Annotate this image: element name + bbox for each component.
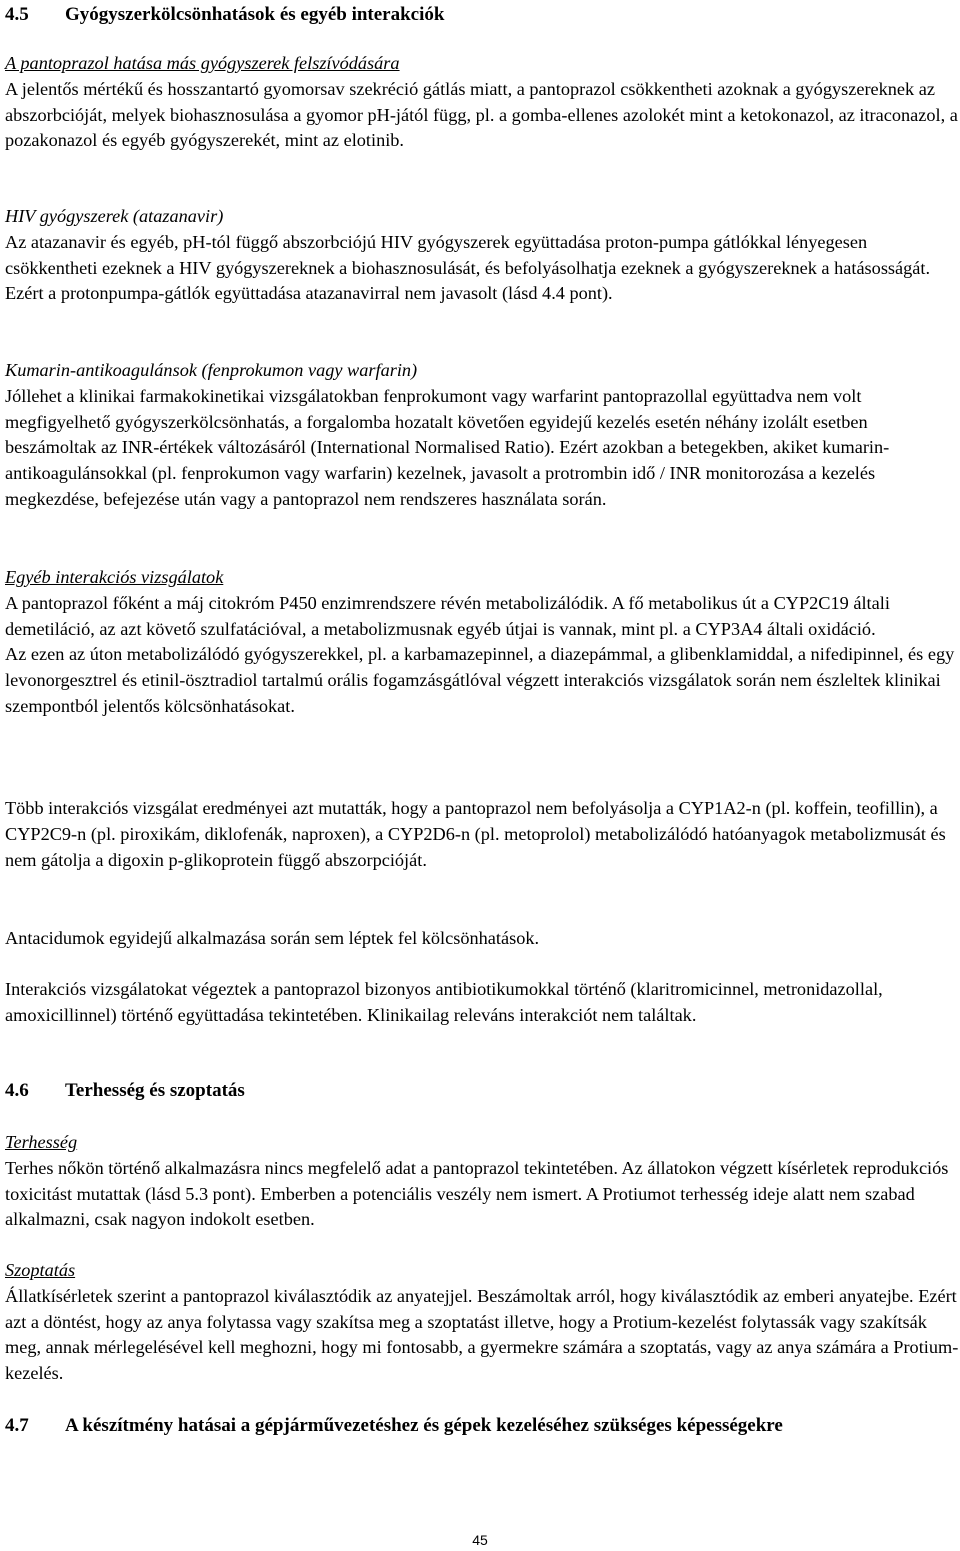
subheading-coumarin: Kumarin-antikoagulánsok (fenprokumon vagy warfarin) xyxy=(5,360,418,380)
section-title: A készítmény hatásai a gépjárművezetéshez és gépek kezeléséhez szükséges képességekre xyxy=(65,1415,783,1436)
subheading-absorption: A pantoprazol hatása más gyógyszerek felszívódására xyxy=(5,53,400,73)
block-coumarin xyxy=(5,358,960,513)
section-number: 4.6 xyxy=(5,1080,29,1101)
section-heading-4-6 xyxy=(5,1078,245,1104)
paragraph-antibiotics: Interakciós vizsgálatokat végeztek a pantoprazol bizonyos antibiotikumokkal történő (klaritromicinnel, metronidazollal, amoxicillinnel) történő együttadása tekintetében. Klinikailag releváns interakciót nem találtak. xyxy=(5,979,883,1025)
paragraph-coumarin: Jóllehet a klinikai farmakokinetikai vizsgálatokban fenprokumont vagy warfarint pantoprazollal együttadva nem volt megfigyelhető gyógyszerkölcsönhatás, a forgalomba hozatalt követően egyidejű kezelés esetén néhány izolált esetben beszámoltak az INR-értékek változásáról (International Normalised Ratio). Ezért azokban a betegekben, akiket kumarin-antikoagulánsokkal (pl. fenprokumon vagy warfarin) kezelnek, javasolt a protrombin idő / INR monitorozása a kezelés megkezdése, befejezése után vagy a pantoprazol nem rendszeres használata során. xyxy=(5,385,890,509)
subheading-pregnancy: Terhesség xyxy=(5,1132,78,1152)
subheading-hiv: HIV gyógyszerek (atazanavir) xyxy=(5,206,224,226)
block-hiv xyxy=(5,204,960,307)
section-title: Gyógyszerkölcsönhatások és egyéb interakciók xyxy=(65,4,445,25)
section-title: Terhesség és szoptatás xyxy=(65,1080,245,1101)
section-number: 4.7 xyxy=(5,1415,29,1436)
section-heading-4-5 xyxy=(5,2,444,28)
paragraph-metabolism: A pantoprazol főként a máj citokróm P450 enzimrendszere révén metabolizálódik. A fő metabolikus út a CYP2C19 általi demetiláció, az azt követő szulfatációval, a metabolizmusnak egyéb útjai is vannak, mint pl. a CYP3A4 általi oxidáció. xyxy=(5,592,890,639)
paragraph-cyp-studies: Több interakciós vizsgálat eredményei azt mutatták, hogy a pantoprazol nem befolyásolja a CYP1A2-n (pl. koffein, teofillin), a CYP2C9-n (pl. piroxikám, diklofenák, naproxen), a CYP2D6-n (pl. metoprolol) metabolizálódó hatóanyagok metabolizmusát és nem gátolja a digoxin p-glikoprotein függő abszorpcióját. xyxy=(5,798,946,870)
block-antacids xyxy=(5,926,960,952)
block-cyp-studies xyxy=(5,796,960,873)
section-heading-4-7 xyxy=(5,1413,783,1439)
paragraph-absorption: A jelentős mértékű és hosszantartó gyomorsav szekréció gátlás miatt, a pantoprazol csökkentheti azoknak a gyógyszereknek az abszorbcióját, melyek biohasznosulása a gyomor pH-jától függ, pl. a gomba-ellenes azolokét mint a ketokonazol, az itraconazol, a pozakonazol és egyéb gyógyszerekét, mint az elotinib. xyxy=(5,78,958,151)
paragraph-hiv: Az atazanavir és egyéb, pH-tól függő abszorbciójú HIV gyógyszerek együttadása proton-pumpa gátlókkal lényegesen csökkentheti ezeknek a HIV gyógyszereknek a biohasznosulását, és befolyásolhatja ezeknek a gyógyszereknek a hatásosságát. Ezért a protonpumpa-gátlók együttadása atazanavirral nem javasolt (lásd 4.4 pont). xyxy=(5,231,931,304)
paragraph-lactation: Állatkísérletek szerint a pantoprazol kiválasztódik az anyatejjel. Beszámoltak arról, hogy kiválasztódik az emberi anyatejbe. Ezért azt a döntést, hogy az anya folytassa vagy szakítsa meg a szoptatást illetve, hogy a Protium-kezelést folytassák vagy szakítsák meg, annak mérlegelésével kell meghozni, hogy mi fontosabb, a gyermekre számára a szoptatás, vagy az anya számára a Protium-kezelés. xyxy=(5,1285,959,1384)
subheading-lactation: Szoptatás xyxy=(5,1260,76,1280)
block-other-interactions xyxy=(5,565,960,720)
page-number: 45 xyxy=(472,1532,488,1548)
paragraph-pregnancy: Terhes nőkön történő alkalmazásra nincs megfelelő adat a pantoprazol tekintetében. Az állatokon végzett kísérletek reprodukciós toxicitást mutattak (lásd 5.3 pont). Emberben a potenciális veszély nem ismert. A Protiumot terhesség ideje alatt nem szabad alkalmazni, csak nagyon indokolt esetben. xyxy=(5,1157,949,1230)
block-antibiotics xyxy=(5,977,960,1029)
subheading-other-interactions: Egyéb interakciós vizsgálatok xyxy=(5,567,224,587)
block-pregnancy xyxy=(5,1130,960,1233)
paragraph-metabolized-drugs: Az ezen az úton metabolizálódó gyógyszerekkel, pl. a karbamazepinnel, a diazepámmal, a glibenklamiddal, a nifedipinnel, és egy levonorgesztrel és etinil-ösztradiol tartalmú orális fogamzásgátlóval végzett interakciós vizsgálatok során nem észleltek klinikai szempontból jelentős kölcsönhatásokat. xyxy=(5,644,955,716)
paragraph-antacids: Antacidumok egyidejű alkalmazása során sem léptek fel kölcsönhatások. xyxy=(5,928,540,948)
block-absorption xyxy=(5,51,960,154)
block-lactation xyxy=(5,1258,960,1387)
section-number: 4.5 xyxy=(5,4,29,25)
